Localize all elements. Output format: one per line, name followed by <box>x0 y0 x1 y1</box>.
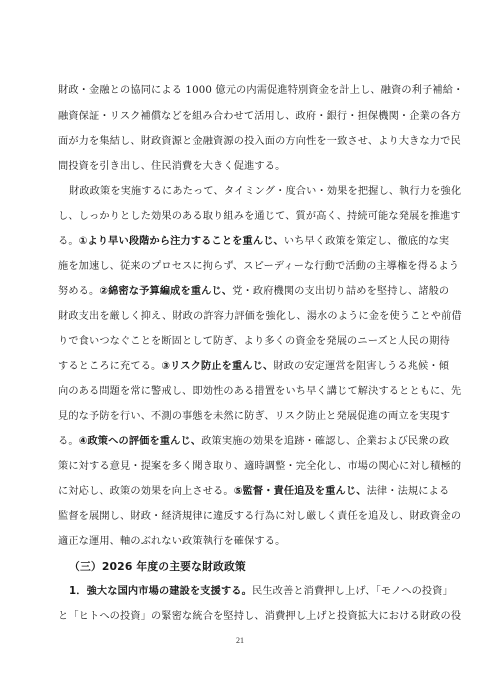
text-line <box>58 236 450 248</box>
text-line: りで食いつなぐことを断固として防ぎ、より多くの資金を発展のニーズと人民の期待 <box>58 336 450 347</box>
text-line <box>58 361 450 373</box>
text-line: 財政政策を実施するにあたって、タイミング・度合い・効果を把握し、執行力を強化 <box>69 186 462 197</box>
emphasis-text: ③リスク防止を重んじ、 <box>161 361 274 372</box>
text-line: 財政支出を厳しく抑え、財政の許容力評価を強化し、湯水のように金を使うことや前借 <box>58 311 462 322</box>
item-title: 1．強大な国内市場の建設を支援する。 <box>69 586 252 597</box>
text-line: 面が力を集結し、財政資源と金融資源の投入面の方向性を一致させ、より大きな力で民 <box>58 136 461 147</box>
emphasis-text: ①より早い段階から注力することを重んじ、 <box>78 236 284 247</box>
text-line: 策に対する意見・提案を多く聞き取り、適時調整・完全化し、市場の関心に対し積極的 <box>58 461 462 472</box>
text-line: 間投資を引き出し、住民消費を大きく促進する。 <box>58 161 286 172</box>
text-run: る。 <box>58 236 79 247</box>
text-line <box>58 286 450 298</box>
text-run: 党・政府機関の支出切り詰めを堅持し、諸般の <box>232 286 450 297</box>
text-line: 施を加速し、従来のプロセスに拘らず、スピーディーな行動で活動の主導権を得るよう <box>58 261 460 272</box>
text-line: し、しっかりとした効果のある取り組みを通じて、質が高く、持続可能な発展を推進す <box>58 211 461 222</box>
text-line <box>58 436 450 448</box>
emphasis-text: ④政策への評価を重んじ、 <box>78 436 202 447</box>
text-run: る。 <box>58 436 79 447</box>
text-run: 民生改善と消費押し上げ、「モノへの投資」 <box>251 586 453 597</box>
text-run: 財政の安定運営を阻害しうる兆候・傾 <box>273 361 450 372</box>
emphasis-text: ②綿密な予算編成を重んじ、 <box>99 286 233 297</box>
text-line: 財政・金融との協同による 1000 億元の内需促進特別資金を計上し、融資の利子補給・ <box>58 85 464 96</box>
text-line: 融資保証・リスク補償などを組み合わせて活用し、政府・銀行・担保機関・企業の各方 <box>58 111 461 122</box>
text-run: いち早く政策を策定し、徹底的な実 <box>283 236 450 247</box>
text-line: 向のある問題を常に警戒し、即効性のある措置をいち早く講じて解決するとともに、先 <box>58 386 462 397</box>
text-line: 監督を展開し、財政・経済規律に違反する行為に対し厳しく責任を追及し、財政資金の <box>58 511 462 522</box>
emphasis-text: ⑤監督・責任追及を重んじ、 <box>233 486 367 497</box>
text-run: 法律・法規による <box>366 486 450 497</box>
text-line: 見的な予防を行い、不測の事態を未然に防ぎ、リスク防止と発展促進の両立を実現す <box>58 411 451 422</box>
text-line: 適正な運用、軸のぶれない政策執行を確保する。 <box>58 536 286 547</box>
text-run: に対応し、政策の効果を向上させる。 <box>58 486 234 497</box>
page-number: 21 <box>236 636 244 645</box>
text-line <box>58 486 450 498</box>
text-line: と「ヒトへの投資」の緊密な統合を堅持し、消費押し上げと投資拡大における財政の役 <box>58 611 462 622</box>
text-run: 努める。 <box>58 286 100 297</box>
text-run: 政策実施の効果を追跡・確認し、企業および民衆の政 <box>201 436 450 447</box>
text-run: するところに充てる。 <box>58 361 162 372</box>
text-line <box>69 586 453 598</box>
section-heading: （三）2026 年度の主要な財政政策 <box>69 560 246 573</box>
